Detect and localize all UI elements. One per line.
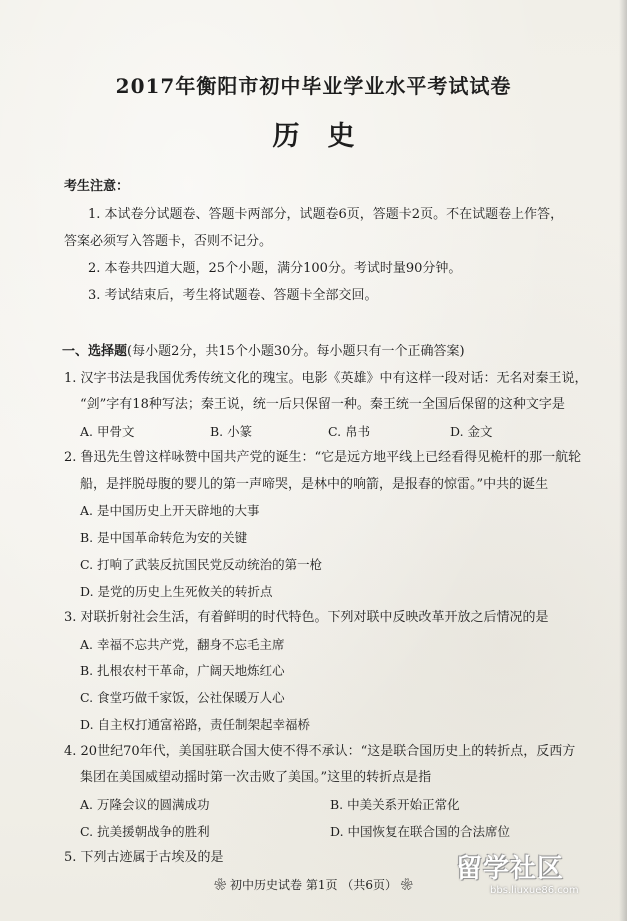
option: B. 中美关系开始正常化 xyxy=(330,797,460,812)
page-footer: ❀ 初中历史试卷 第1页 （共6页） ❀ xyxy=(214,878,413,892)
exam-title: 2017年衡阳市初中毕业学业水平考试试卷 xyxy=(115,74,512,98)
option: B. 扎根农村干革命，广阔天地炼红心 xyxy=(80,663,285,678)
watermark-url: bbs.liuxue86.com xyxy=(490,885,579,896)
section-label: 一、选择题 xyxy=(62,344,128,359)
question-stem: 船，是拌脱母腹的婴儿的第一声啼哭，是林中的响箭，是报春的惊雷。”中共的诞生 xyxy=(80,477,549,492)
option: C. 帛书 xyxy=(328,424,371,439)
question-stem: 3. 对联折射社会生活，有着鲜明的时代特色。下列对联中反映改革开放之后情况的是 xyxy=(64,610,549,625)
option: D. 自主权打通富裕路，责任制架起幸福桥 xyxy=(80,717,311,732)
question-stem: 5. 下列古迹属于古埃及的是 xyxy=(64,850,224,865)
option: D. 是党的历史上生死攸关的转折点 xyxy=(80,584,273,599)
option: D. 中国恢复在联合国的合法席位 xyxy=(330,824,511,839)
option: C. 打响了武装反抗国民党反动统治的第一枪 xyxy=(80,557,323,572)
option: A. 甲骨文 xyxy=(80,424,135,439)
option: A. 是中国历史上开天辟地的大事 xyxy=(80,503,260,518)
site-watermark xyxy=(456,848,616,904)
option: A. 万隆会议的圆满成功 xyxy=(80,797,210,812)
option: B. 是中国革命转危为安的关键 xyxy=(80,530,248,545)
question-stem: 2. 鲁迅先生曾这样咏赞中国共产党的诞生：“它是远方地平线上已经看得见桅杆的那一航轮 xyxy=(64,450,582,465)
option: B. 小篆 xyxy=(210,424,253,439)
subject-title: 历史 xyxy=(272,121,383,152)
watermark-text: 留学社区 xyxy=(456,854,565,884)
notice-heading: 考生注意： xyxy=(64,179,130,194)
section-heading xyxy=(62,343,465,361)
notice-item: 1. 本试卷分试题卷、答题卡两部分，试题卷6页，答题卡2页。不在试题卷上作答， xyxy=(88,207,564,222)
question-stem: 1. 汉字书法是我国优秀传统文化的瑰宝。电影《英雄》中有这样一段对话：无名对秦王说， xyxy=(64,371,588,386)
option: C. 抗美援朝战争的胜利 xyxy=(80,824,210,839)
notice-item: 答案必须写入答题卡，否则不记分。 xyxy=(64,234,273,249)
option: C. 食堂巧做千家饭，公社保暖万人心 xyxy=(80,690,285,705)
question-stem: 集团在美国威望动摇时第一次击败了美国。”这里的转折点是指 xyxy=(80,770,432,785)
question-stem: 4. 20世纪70年代，美国驻联合国大使不得不承认：“这是联合国历史上的转折点，反西方 xyxy=(64,744,576,759)
notice-item: 3. 考试结束后，考生将试题卷、答题卡全部交回。 xyxy=(88,288,378,303)
option: D. 金文 xyxy=(450,424,493,439)
option: A. 幸福不忘共产党，翻身不忘毛主席 xyxy=(80,637,285,652)
section-note: (每小题2分，共15个小题30分。每小题只有一个正确答案) xyxy=(127,344,465,359)
notice-item: 2. 本卷共四道大题，25个小题，满分100分。考试时量90分钟。 xyxy=(88,261,462,276)
question-stem: “剑”字有18种写法；秦王说，统一后只保留一种。秦王统一全国后保留的这种文字是 xyxy=(80,397,565,412)
